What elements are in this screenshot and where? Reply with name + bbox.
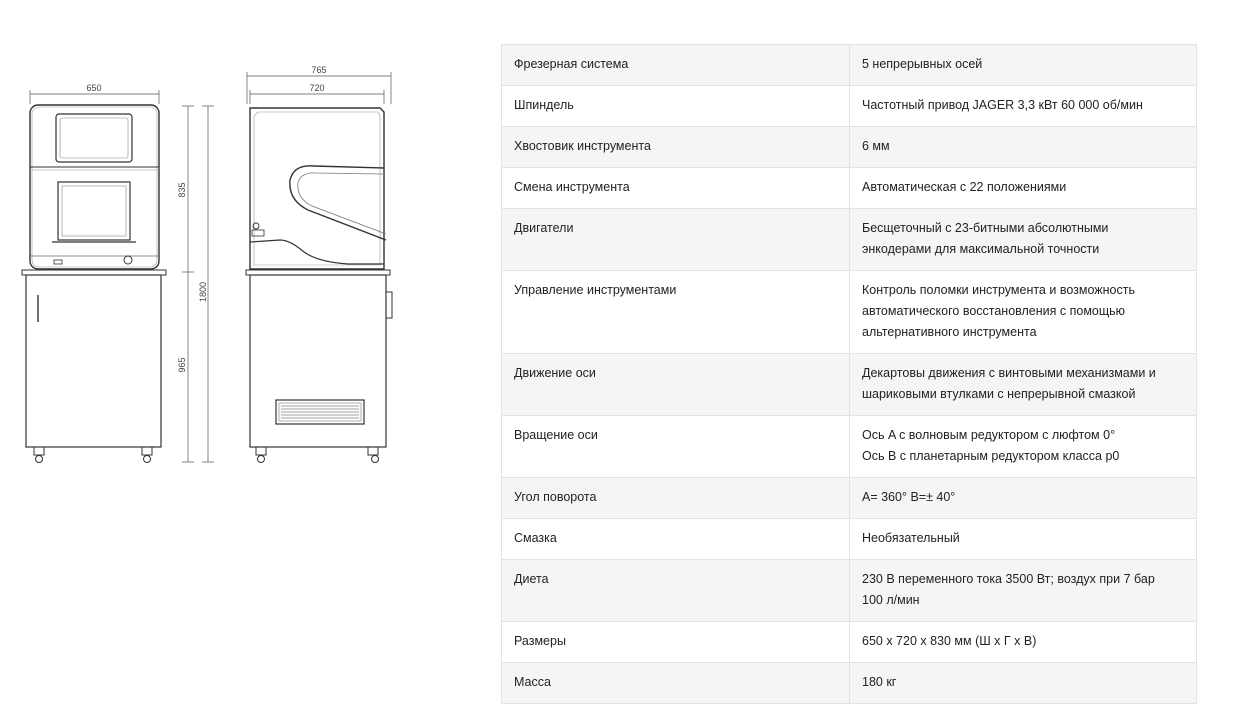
spec-value <box>850 478 1197 519</box>
spec-label: Хвостовик инструмента <box>502 127 850 168</box>
spec-row <box>502 168 1197 209</box>
spec-label: Диета <box>502 560 850 622</box>
spec-value-line: Ось B с планетарным редуктором класса p0 <box>862 449 1120 463</box>
spec-row <box>502 519 1197 560</box>
spec-label: Размеры <box>502 622 850 663</box>
dim-side-inner: 720 <box>309 83 325 93</box>
specs-table-body <box>502 45 1197 704</box>
dim-side-outer: 765 <box>311 65 327 75</box>
spec-label: Движение оси <box>502 354 850 416</box>
spec-value-line: 230 В переменного тока 3500 Вт; воздух при 7 бар <box>862 572 1155 586</box>
spec-value-line: 100 л/мин <box>862 593 920 607</box>
machine-drawing <box>18 60 418 480</box>
spec-value-line: 180 кг <box>862 675 897 689</box>
spec-value <box>850 127 1197 168</box>
spec-value <box>850 86 1197 127</box>
spec-value-line: Бесщеточный с 23-битными абсолютными <box>862 221 1109 235</box>
spec-value <box>850 663 1197 704</box>
spec-row <box>502 416 1197 478</box>
spec-label: Управление инструментами <box>502 271 850 354</box>
dim-height-top: 835 <box>177 182 187 198</box>
spec-value <box>850 354 1197 416</box>
dimension-drawing <box>18 60 418 480</box>
spec-label: Смена инструмента <box>502 168 850 209</box>
spec-value <box>850 271 1197 354</box>
spec-value-line: 5 непрерывных осей <box>862 57 983 71</box>
spec-value-line: Необязательный <box>862 531 960 545</box>
spec-label: Двигатели <box>502 209 850 271</box>
spec-label: Шпиндель <box>502 86 850 127</box>
spec-value-line: энкодерами для максимальной точности <box>862 242 1100 256</box>
spec-label: Смазка <box>502 519 850 560</box>
spec-label: Масса <box>502 663 850 704</box>
spec-row <box>502 86 1197 127</box>
spec-value-line: 650 x 720 x 830 мм (Ш x Г x В) <box>862 634 1037 648</box>
spec-value-line: Автоматическая с 22 положениями <box>862 180 1067 194</box>
spec-row <box>502 209 1197 271</box>
spec-row <box>502 622 1197 663</box>
spec-row <box>502 560 1197 622</box>
spec-row <box>502 478 1197 519</box>
spec-value <box>850 622 1197 663</box>
spec-label: Вращение оси <box>502 416 850 478</box>
spec-row <box>502 127 1197 168</box>
spec-value-line: альтернативного инструмента <box>862 325 1037 339</box>
spec-label: Фрезерная система <box>502 45 850 86</box>
spec-value-line: Ось A с волновым редуктором с люфтом 0° <box>862 428 1116 442</box>
spec-value <box>850 416 1197 478</box>
spec-label: Угол поворота <box>502 478 850 519</box>
spec-value-line: Частотный привод JAGER 3,3 кВт 60 000 об/мин <box>862 98 1143 112</box>
spec-value-line: Контроль поломки инструмента и возможность <box>862 283 1135 297</box>
spec-value <box>850 560 1197 622</box>
spec-row <box>502 354 1197 416</box>
spec-value-line: Декартовы движения с винтовыми механизмами и <box>862 366 1156 380</box>
spec-value <box>850 209 1197 271</box>
specs-table <box>501 44 1197 704</box>
spec-row <box>502 45 1197 86</box>
spec-value <box>850 519 1197 560</box>
dim-height-total: 1800 <box>198 281 208 303</box>
spec-value <box>850 168 1197 209</box>
dim-front-width: 650 <box>86 83 102 93</box>
spec-value <box>850 45 1197 86</box>
spec-value-line: шариковыми втулками с непрерывной смазкой <box>862 387 1136 401</box>
spec-value-line: 6 мм <box>862 139 890 153</box>
spec-row <box>502 271 1197 354</box>
spec-value-line: автоматического восстановления с помощью <box>862 304 1126 318</box>
dim-height-bottom: 965 <box>177 357 187 373</box>
spec-value-line: A= 360° B=± 40° <box>862 490 956 504</box>
spec-row <box>502 663 1197 704</box>
